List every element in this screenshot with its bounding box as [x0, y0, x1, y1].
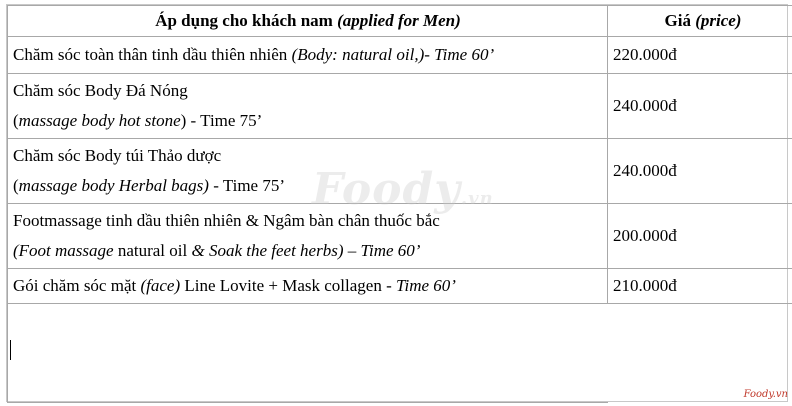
service-translation: (Body: natural oil,)- Time 60’	[291, 45, 495, 64]
service-cell	[8, 139, 608, 204]
empty-cell[interactable]	[608, 304, 792, 403]
watermark-suffix: .vn	[460, 188, 494, 209]
price-cell: 220.000đ	[608, 37, 792, 74]
watermark-brand: Foody	[312, 164, 461, 215]
service-cell	[8, 269, 608, 304]
price-cell: 210.000đ	[608, 269, 792, 304]
service-cell	[8, 74, 608, 139]
translation-italic: massage body hot stone	[18, 111, 181, 130]
empty-cell[interactable]	[8, 304, 608, 403]
service-translation: (face)	[140, 276, 181, 295]
service-name: Chăm sóc Body Đá Nóng	[13, 81, 188, 100]
service-duration: Time 60’	[396, 276, 456, 295]
empty-editable-row[interactable]	[8, 304, 792, 403]
table-row	[8, 139, 792, 204]
translation-duration: - Time 75’	[208, 176, 286, 195]
price-column-header	[608, 6, 792, 37]
table-row	[8, 74, 792, 139]
price-header-label: Giá	[664, 11, 696, 30]
price-header-translation: (price)	[695, 11, 742, 30]
service-header-label: Áp dụng cho khách nam	[155, 11, 338, 30]
translation-duration: ) - Time 75’	[180, 111, 263, 130]
price-cell: 240.000đ	[608, 74, 792, 139]
text-cursor	[10, 340, 11, 360]
service-translation	[13, 171, 603, 201]
service-translation	[13, 236, 603, 266]
service-translation	[13, 106, 603, 136]
service-header-translation: (applied for Men)	[337, 11, 461, 30]
document-page	[6, 4, 788, 402]
translation-italic: massage body Herbal bags)	[18, 176, 209, 195]
translation-plain: natural oil	[113, 241, 192, 260]
price-table	[7, 5, 792, 403]
service-column-header	[8, 6, 608, 37]
corner-logo: Foody.vn	[743, 389, 788, 400]
price-cell: 200.000đ	[608, 204, 792, 269]
table-row	[8, 204, 792, 269]
service-name: Footmassage tinh dầu thiên nhiên & Ngâm bàn chân thuốc bắc	[13, 211, 440, 230]
service-name: Chăm sóc toàn thân tinh dầu thiên nhiên	[13, 45, 292, 64]
service-cell	[8, 37, 608, 74]
price-cell: 240.000đ	[608, 139, 792, 204]
table-row	[8, 37, 792, 74]
paren-open: (	[13, 111, 19, 130]
service-name: Chăm sóc Body túi Thảo dược	[13, 146, 222, 165]
table-row	[8, 269, 792, 304]
paren-open: (	[13, 176, 19, 195]
service-name-cont: Line Lovite + Mask collagen -	[180, 276, 396, 295]
table-header-row	[8, 6, 792, 37]
service-name: Gói chăm sóc mặt	[13, 276, 141, 295]
translation-italic: (Foot massage	[13, 241, 114, 260]
service-cell	[8, 204, 608, 269]
translation-italic: & Soak the feet herbs) – Time 60’	[191, 241, 421, 260]
